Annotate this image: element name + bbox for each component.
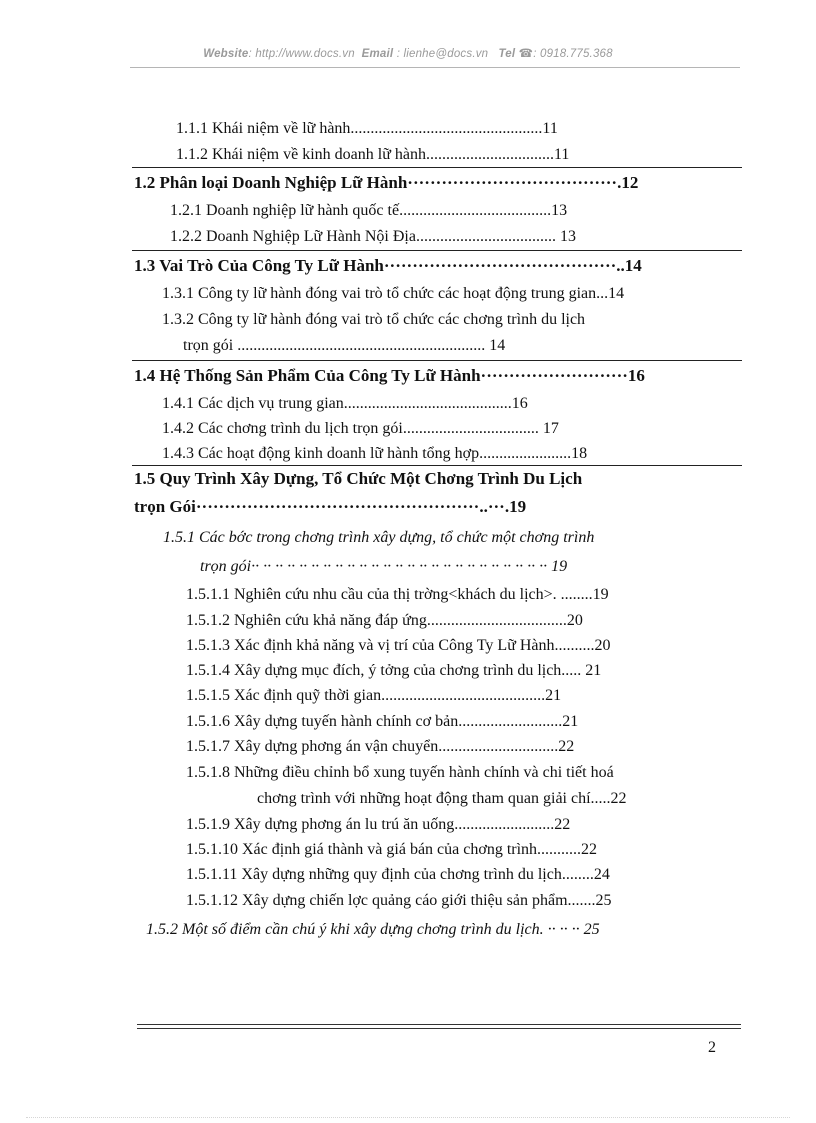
toc-entry[interactable]: 1.3.2 Công ty lữ hành đóng vai trò tổ chức các chơng trình du lịch [162, 311, 586, 328]
toc-entry[interactable]: 1.5.1.9 Xây dựng phơng án lu trú ăn uống.........................22 [186, 816, 571, 833]
toc-entry[interactable]: 1.1.2 Khái niệm về kinh doanh lữ hành................................11 [176, 146, 570, 163]
page-number: 2 [708, 1039, 716, 1056]
website-value[interactable]: : http://www.docs.vn [248, 48, 355, 60]
toc-section-heading[interactable]: 1.3 Vai Trò Của Công Ty Lữ Hành·········································..14 [134, 256, 642, 275]
toc-section-heading[interactable]: 1.2 Phân loại Doanh Nghiệp Lữ Hành·····································.12 [134, 173, 639, 192]
section-divider [132, 360, 742, 361]
toc-subsection[interactable]: 1.5.2 Một số điểm cần chú ý khi xây dựng chơng trình du lịch. ·· ·· ·· 25 [146, 921, 600, 938]
toc-section-heading[interactable]: 1.5 Quy Trình Xây Dựng, Tổ Chức Một Chơng Trình Du Lịch [134, 469, 583, 488]
footer-rule-top [137, 1024, 741, 1025]
toc-entry[interactable]: 1.5.1.10 Xác định giá thành và giá bán của chơng trình...........22 [186, 841, 598, 858]
page-header [0, 46, 816, 60]
tel-label: Tel [498, 48, 516, 60]
section-divider [132, 167, 742, 168]
toc-subsection[interactable]: 1.5.1 Các bớc trong chơng trình xây dựng, tổ chức một chơng trình [163, 529, 595, 546]
toc-entry[interactable]: 1.3.1 Công ty lữ hành đóng vai trò tổ chức các hoạt động trung gian...14 [162, 285, 625, 302]
toc-entry[interactable]: 1.4.1 Các dịch vụ trung gian..........................................16 [162, 395, 528, 412]
phone-icon: ☎ [518, 48, 534, 60]
toc-entry[interactable]: 1.5.1.12 Xây dựng chiến lợc quảng cáo giới thiệu sản phẩm.......25 [186, 892, 612, 909]
section-divider [132, 465, 742, 466]
toc-entry-continuation[interactable]: chơng trình với những hoạt động tham quan giải chí.....22 [257, 790, 627, 807]
website-label: Website [203, 48, 249, 60]
email-label: Email [361, 48, 394, 60]
page-bottom-border [26, 1117, 790, 1118]
toc-section-heading-continuation[interactable]: trọn Gói··················································..···.19 [134, 497, 527, 516]
toc-entry[interactable]: 1.5.1.11 Xây dựng những quy định của chơng trình du lịch........24 [186, 866, 610, 883]
toc-entry[interactable]: 1.5.1.6 Xây dựng tuyến hành chính cơ bản..........................21 [186, 713, 579, 730]
toc-subsection-continuation[interactable]: trọn gói·· ·· ·· ·· ·· ·· ·· ·· ·· ·· ·· ·· ·· ·· ·· ·· ·· ·· ·· ·· ·· ·· ·· ·· ·· 19 [200, 558, 568, 575]
toc-entry[interactable]: 1.4.3 Các hoạt động kinh doanh lữ hành tổng hợp.......................18 [162, 445, 588, 462]
toc-entry[interactable]: 1.5.1.3 Xác định khả năng và vị trí của Công Ty Lữ Hành..........20 [186, 637, 611, 654]
footer-rule-bottom [137, 1028, 741, 1029]
toc-entry[interactable]: 1.5.1.4 Xây dựng mục đích, ý tởng của chơng trình du lịch..... 21 [186, 662, 602, 679]
tel-value: : 0918.775.368 [533, 48, 613, 60]
toc-entry-continuation[interactable]: trọn gói .............................................................. 14 [183, 337, 506, 354]
toc-entry[interactable]: 1.2.1 Doanh nghiệp lữ hành quốc tế......................................13 [170, 202, 568, 219]
toc-entry[interactable]: 1.5.1.7 Xây dựng phơng án vận chuyển..............................22 [186, 738, 575, 755]
toc-entry[interactable]: 1.5.1.5 Xác định quỹ thời gian.........................................21 [186, 687, 562, 704]
toc-entry[interactable]: 1.2.2 Doanh Nghiệp Lữ Hành Nội Địa................................... 13 [170, 228, 576, 245]
header-divider [130, 67, 740, 68]
email-value[interactable]: : lienhe@docs.vn [396, 48, 489, 60]
toc-entry[interactable]: 1.5.1.1 Nghiên cứu nhu cầu của thị trờng<khách du lịch>. ........19 [186, 586, 609, 603]
section-divider [132, 250, 742, 251]
toc-entry[interactable]: 1.5.1.8 Những điều chỉnh bổ xung tuyến hành chính và chi tiết hoá [186, 764, 614, 781]
toc-entry[interactable]: 1.1.1 Khái niệm về lữ hành................................................11 [176, 120, 558, 137]
toc-section-heading[interactable]: 1.4 Hệ Thống Sản Phẩm Của Công Ty Lữ Hành··························16 [134, 366, 645, 385]
toc-entry[interactable]: 1.5.1.2 Nghiên cứu khả năng đáp ứng...................................20 [186, 612, 583, 629]
toc-entry[interactable]: 1.4.2 Các chơng trình du lịch trọn gói.................................. 17 [162, 420, 559, 437]
